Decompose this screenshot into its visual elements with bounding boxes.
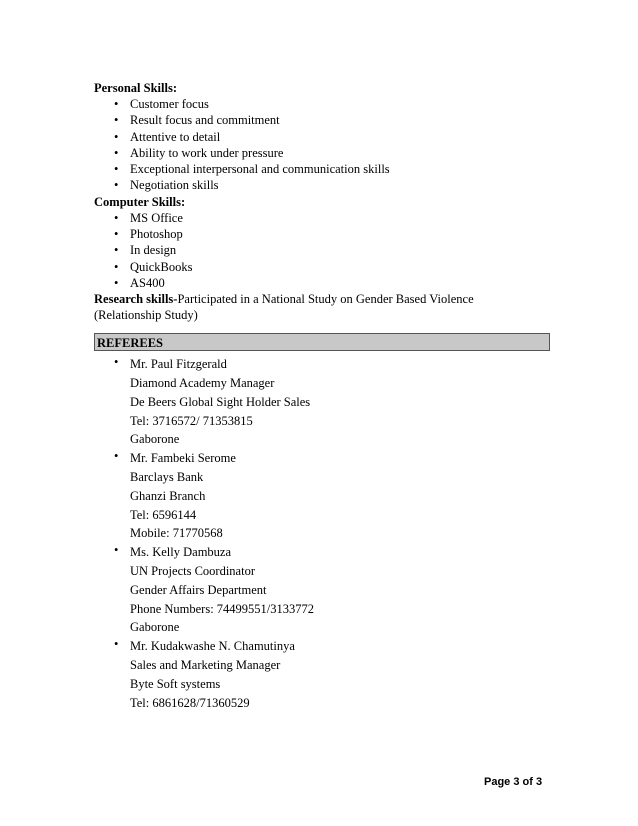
referee-entry [94, 449, 550, 543]
bullet-icon: • [114, 243, 119, 258]
referee-detail: Gender Affairs Department [130, 582, 267, 597]
computer-skills-heading: Computer Skills: [94, 194, 186, 209]
bullet-icon: • [114, 210, 119, 225]
list-item: • Result focus and commitment [114, 113, 280, 128]
referee-name: Mr. Paul Fitzgerald [130, 357, 227, 372]
referee-entry [94, 355, 550, 449]
bullet-icon: • [114, 113, 119, 128]
referee-detail: Gaborone [130, 432, 180, 447]
referee-detail: Barclays Bank [130, 470, 204, 485]
referee-detail: Diamond Academy Manager [130, 376, 275, 391]
referee-detail: UN Projects Coordinator [130, 564, 255, 579]
referee-entry [94, 637, 550, 712]
referee-name: Mr. Fambeki Serome [130, 451, 236, 466]
list-item: • Customer focus [114, 97, 209, 111]
referee-name: Mr. Kudakwashe N. Chamutinya [130, 639, 295, 654]
referee-detail: Tel: 6861628/71360529 [130, 695, 250, 710]
referee-detail: Ghanzi Branch [130, 488, 206, 503]
referee-detail: Sales and Marketing Manager [130, 658, 281, 673]
referee-detail: Gaborone [130, 620, 180, 635]
list-item: • Exceptional interpersonal and communication skills [114, 162, 390, 177]
list-item: • QuickBooks [114, 259, 193, 274]
resume-page [94, 80, 550, 712]
bullet-icon: • [114, 162, 119, 177]
bullet-icon: • [114, 637, 119, 652]
computer-skills-list [94, 210, 550, 291]
referee-detail: Mobile: 71770568 [130, 526, 223, 541]
research-skills-text: Participated in a National Study on Gender Based Violence [177, 292, 474, 307]
research-skills-text-continued: (Relationship Study) [94, 308, 198, 323]
bullet-icon: • [114, 259, 119, 274]
personal-skills-heading: Personal Skills: [94, 81, 177, 95]
list-item: • Attentive to detail [114, 129, 221, 144]
list-item: • Negotiation skills [114, 178, 219, 193]
bullet-icon: • [114, 275, 119, 290]
bullet-icon: • [114, 543, 119, 558]
referee-entry [94, 543, 550, 637]
research-skills-label: Research skills- [94, 292, 178, 307]
bullet-icon: • [114, 97, 119, 111]
list-item: • In design [114, 243, 177, 258]
page-number: Page 3 of 3 [484, 776, 543, 788]
referee-name: Ms. Kelly Dambuza [130, 545, 232, 560]
list-item: • AS400 [114, 275, 165, 290]
personal-skills-list [94, 96, 550, 194]
referee-detail: Tel: 3716572/ 71353815 [130, 413, 253, 428]
research-skills [94, 291, 550, 323]
list-item: • MS Office [114, 210, 183, 225]
bullet-icon: • [114, 449, 119, 464]
bullet-icon: • [114, 129, 119, 144]
list-item: • Photoshop [114, 227, 183, 242]
referee-detail: Phone Numbers: 74499551/3133772 [130, 601, 315, 616]
bullet-icon: • [114, 355, 119, 370]
referees-list [94, 355, 550, 712]
referee-detail: Tel: 6596144 [130, 507, 197, 522]
referees-heading: REFEREES [94, 333, 550, 351]
bullet-icon: • [114, 178, 119, 193]
list-item: • Ability to work under pressure [114, 145, 284, 160]
referee-detail: Byte Soft systems [130, 676, 221, 691]
referee-detail: De Beers Global Sight Holder Sales [130, 394, 311, 409]
bullet-icon: • [114, 145, 119, 160]
bullet-icon: • [114, 227, 119, 242]
